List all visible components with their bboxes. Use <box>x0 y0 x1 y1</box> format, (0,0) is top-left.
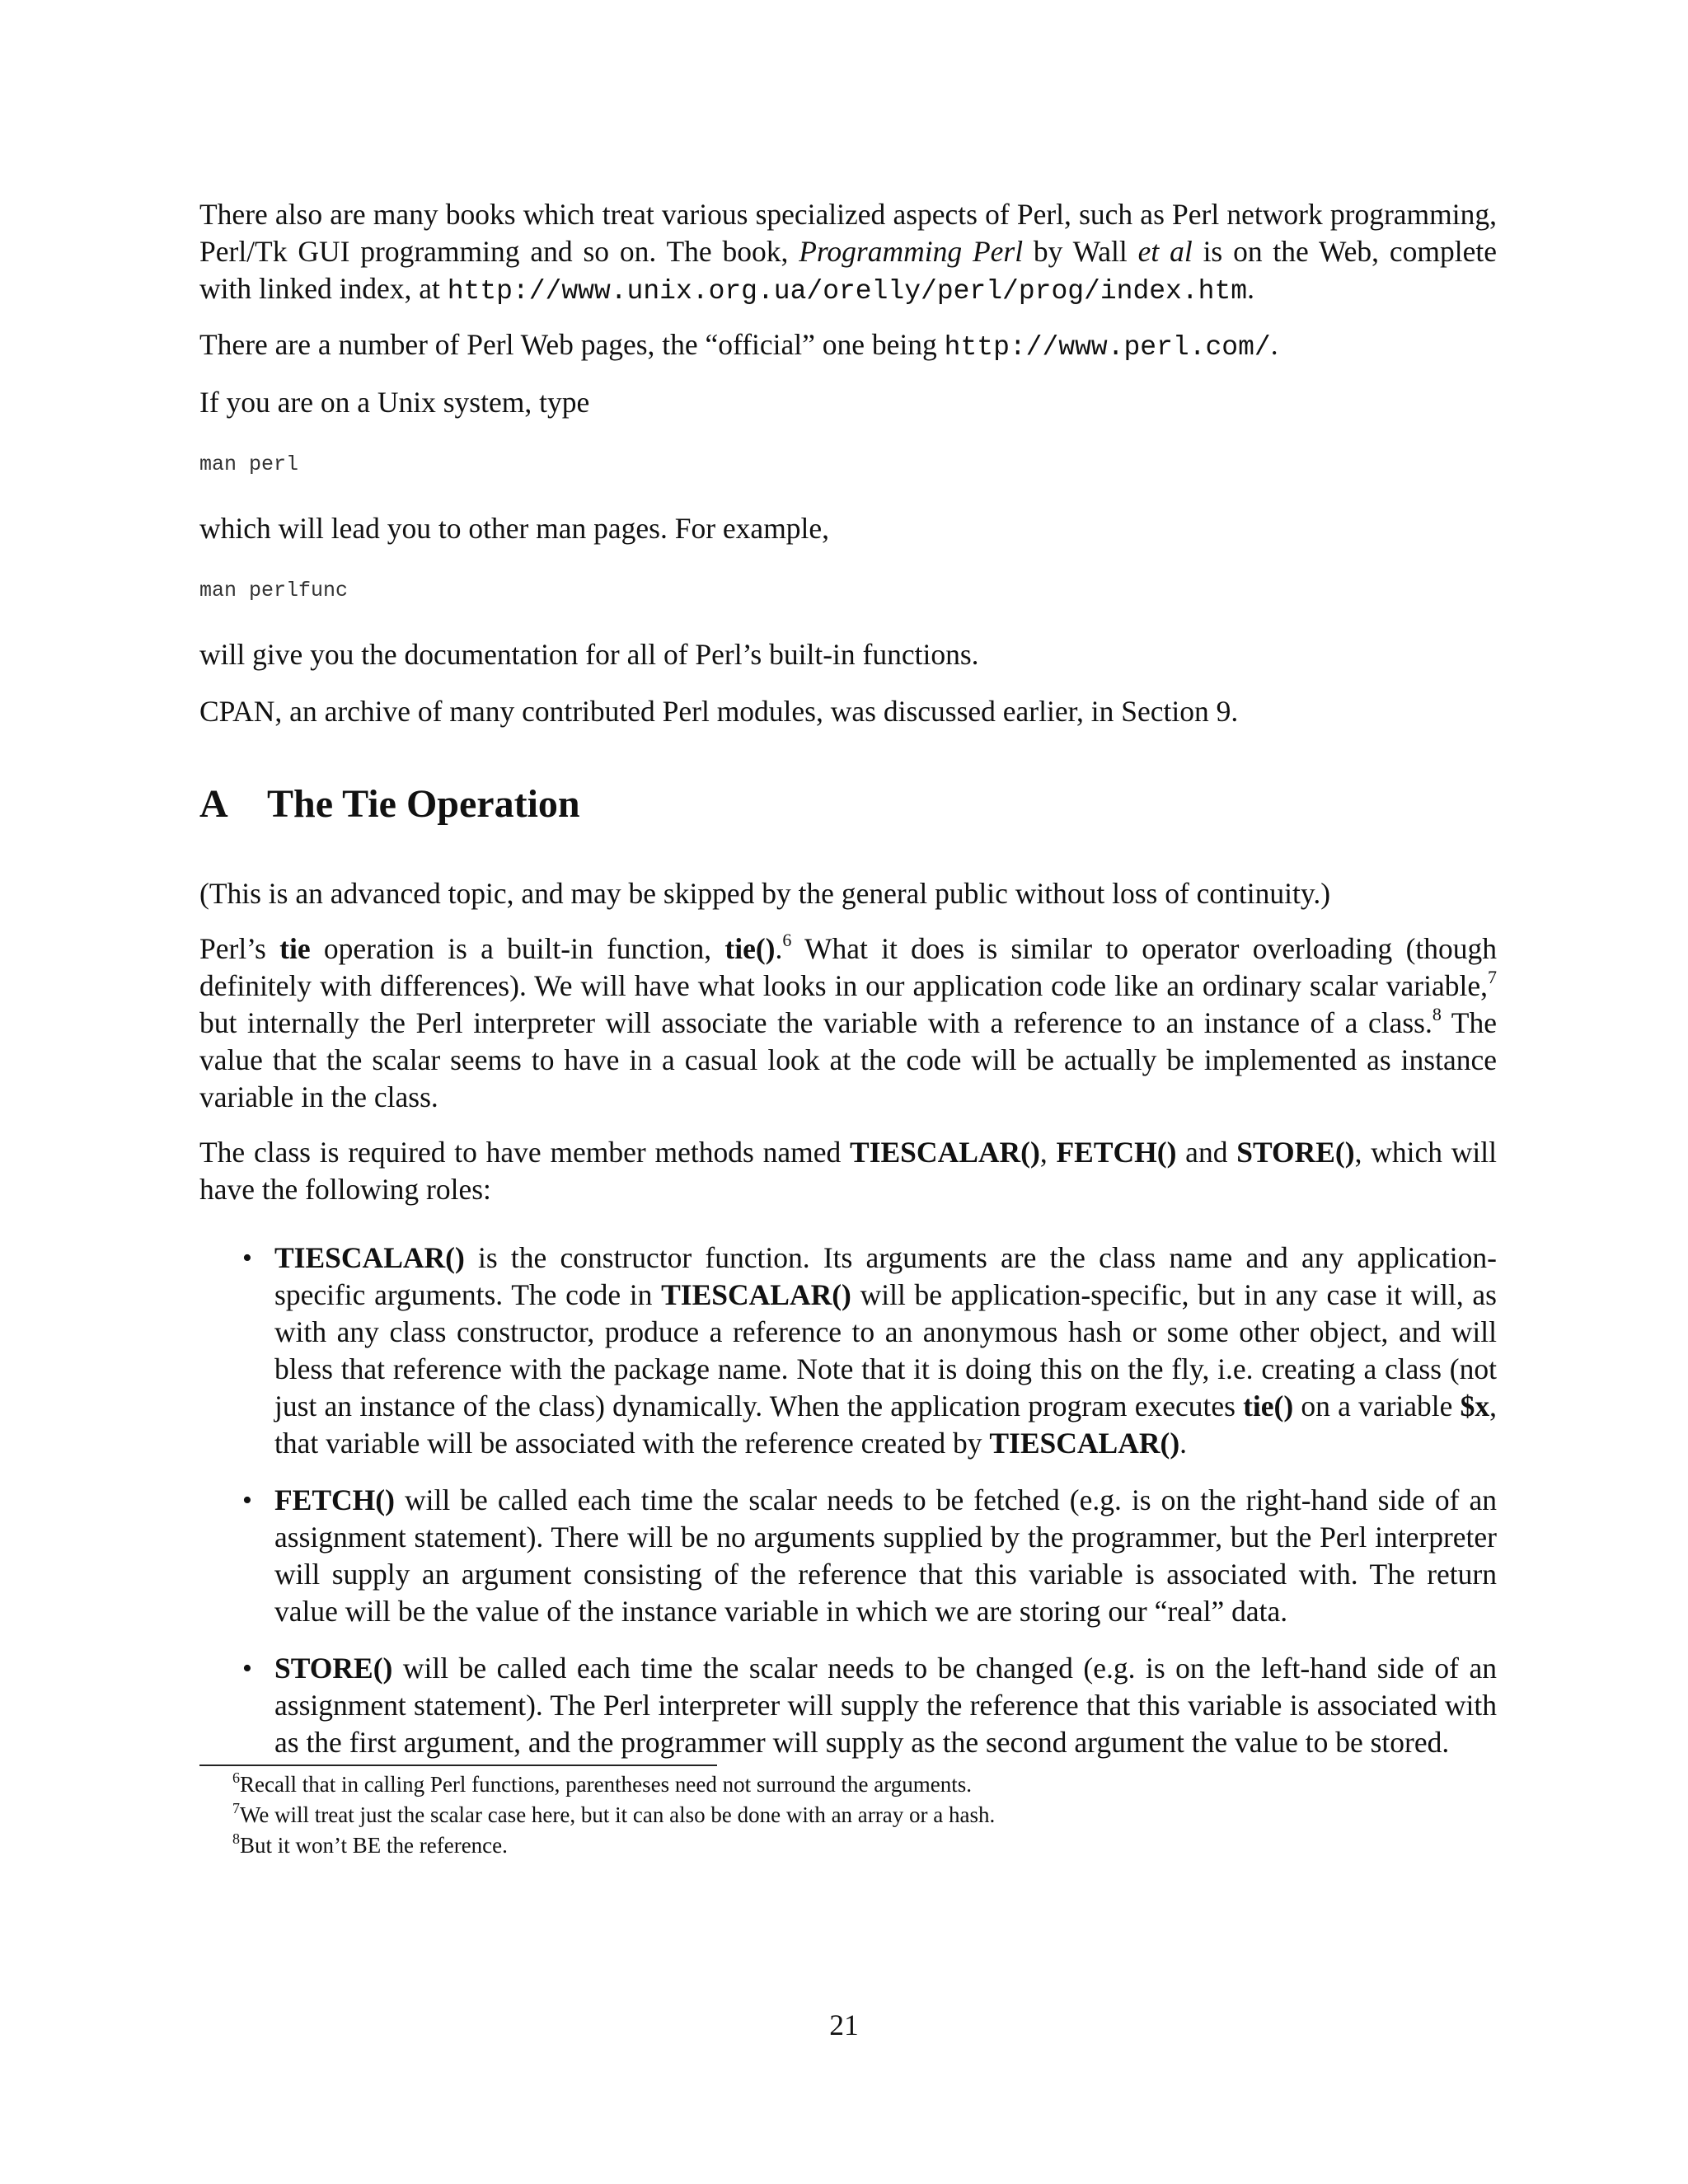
footnote: $^8$But it won’t BE the reference. <box>232 1830 508 1858</box>
section-heading <box>199 780 1497 829</box>
footnote-ref[interactable]: 7 <box>1488 967 1497 988</box>
url-link[interactable]: http://www.perl.com/ <box>944 332 1271 363</box>
paragraph-web-pages: There are a number of Perl Web pages, the “official” one being http://www.perl.com/. <box>199 328 1278 363</box>
book-title: Programming Perl <box>799 235 1024 268</box>
method-list <box>199 1240 1497 1761</box>
list-item: • FETCH() will be called each time the scalar needs to be fetched (e.g. is on the right-hand side of an assignment statement). There will be no arguments supplied by the programmer, but the Perl interpreter will supply an argument consisting of the reference that this variable is associated with. The return value will be the value of the instance variable in which we are storing our “real” data. <box>242 1483 1497 1628</box>
bullet-icon: • <box>242 1485 252 1516</box>
paragraph-builtins: will give you the documentation for all of Perl’s built-in functions. <box>199 638 979 671</box>
footnote: $^7$We will treat just the scalar case here, but it can also be done with an array or a hash. <box>232 1800 996 1827</box>
page-number: 21 <box>829 2008 859 2041</box>
page-body <box>199 196 1497 1861</box>
bullet-icon: • <box>242 1653 252 1684</box>
paragraph-books: There also are many books which treat various specialized aspects of Perl, such as Perl network programming, Perl/Tk GUI programming and so on. The book, Programming Perl by Wall et al is on the Web, complete with linked index, at http://www.unix.org.ua/orelly/perl/prog/index.htm. <box>199 198 1498 307</box>
section-number: A <box>199 782 228 826</box>
footnote-ref[interactable]: 6 <box>782 930 792 951</box>
footnote: $^6$Recall that in calling Perl functions, parentheses need not surround the arguments. <box>232 1769 973 1797</box>
footnote-ref[interactable]: 8 <box>1432 1004 1442 1025</box>
url-link[interactable]: http://www.unix.org.ua/orelly/perl/prog/index.htm <box>447 276 1248 307</box>
code-block: man perl <box>199 452 299 476</box>
section-title: The Tie Operation <box>267 782 580 826</box>
code-block: man perlfunc <box>199 579 349 602</box>
list-item: • TIESCALAR() is the constructor function. Its arguments are the class name and any application-specific arguments. The code in TIESCALAR() will be application-specific, but in any case it will, as with any class constructor, produce a reference to an anonymous hash or some other object, and will bless that reference with the package name. Note that it is doing this on the fly, i.e. creating a class (not just an instance of the class) dynamically. When the application program executes tie() on a variable $x, that variable will be associated with the reference created by TIESCALAR(). <box>242 1241 1497 1460</box>
et-al: et al <box>1137 235 1193 268</box>
paragraph-advanced-note: (This is an advanced topic, and may be skipped by the general public without loss of continuity.) <box>199 877 1331 910</box>
paragraph-tie-intro: Perl’s tie operation is a built-in function, tie().$^6$ What it does is similar to operator overloading (though definitely with differences). We will have what looks in our application code like an ordinary scalar variable,$^7$ but internally the Perl interpreter will associate the variable with a reference to an instance of a class.$^8$ The value that the scalar seems to have in a casual look at the code will be actually be implemented as instance variable in the class. <box>199 930 1498 1113</box>
paragraph-methods: The class is required to have member methods named TIESCALAR(), FETCH() and STORE(), which will have the following roles: <box>199 1136 1497 1206</box>
footnotes <box>199 1769 1497 1861</box>
bullet-icon: • <box>242 1243 252 1273</box>
footnote-divider <box>199 1765 717 1766</box>
paragraph-man-pages: which will lead you to other man pages. For example, <box>199 512 830 545</box>
list-item: • STORE() will be called each time the scalar needs to be changed (e.g. is on the left-hand side of an assignment statement). The Perl interpreter will supply the reference that this variable is associated with as the first argument, and the programmer will supply as the second argument the value to be stored. <box>242 1652 1497 1759</box>
paragraph-cpan: CPAN, an archive of many contributed Perl modules, was discussed earlier, in Section 9. <box>199 695 1239 728</box>
paragraph-unix: If you are on a Unix system, type <box>199 386 590 419</box>
